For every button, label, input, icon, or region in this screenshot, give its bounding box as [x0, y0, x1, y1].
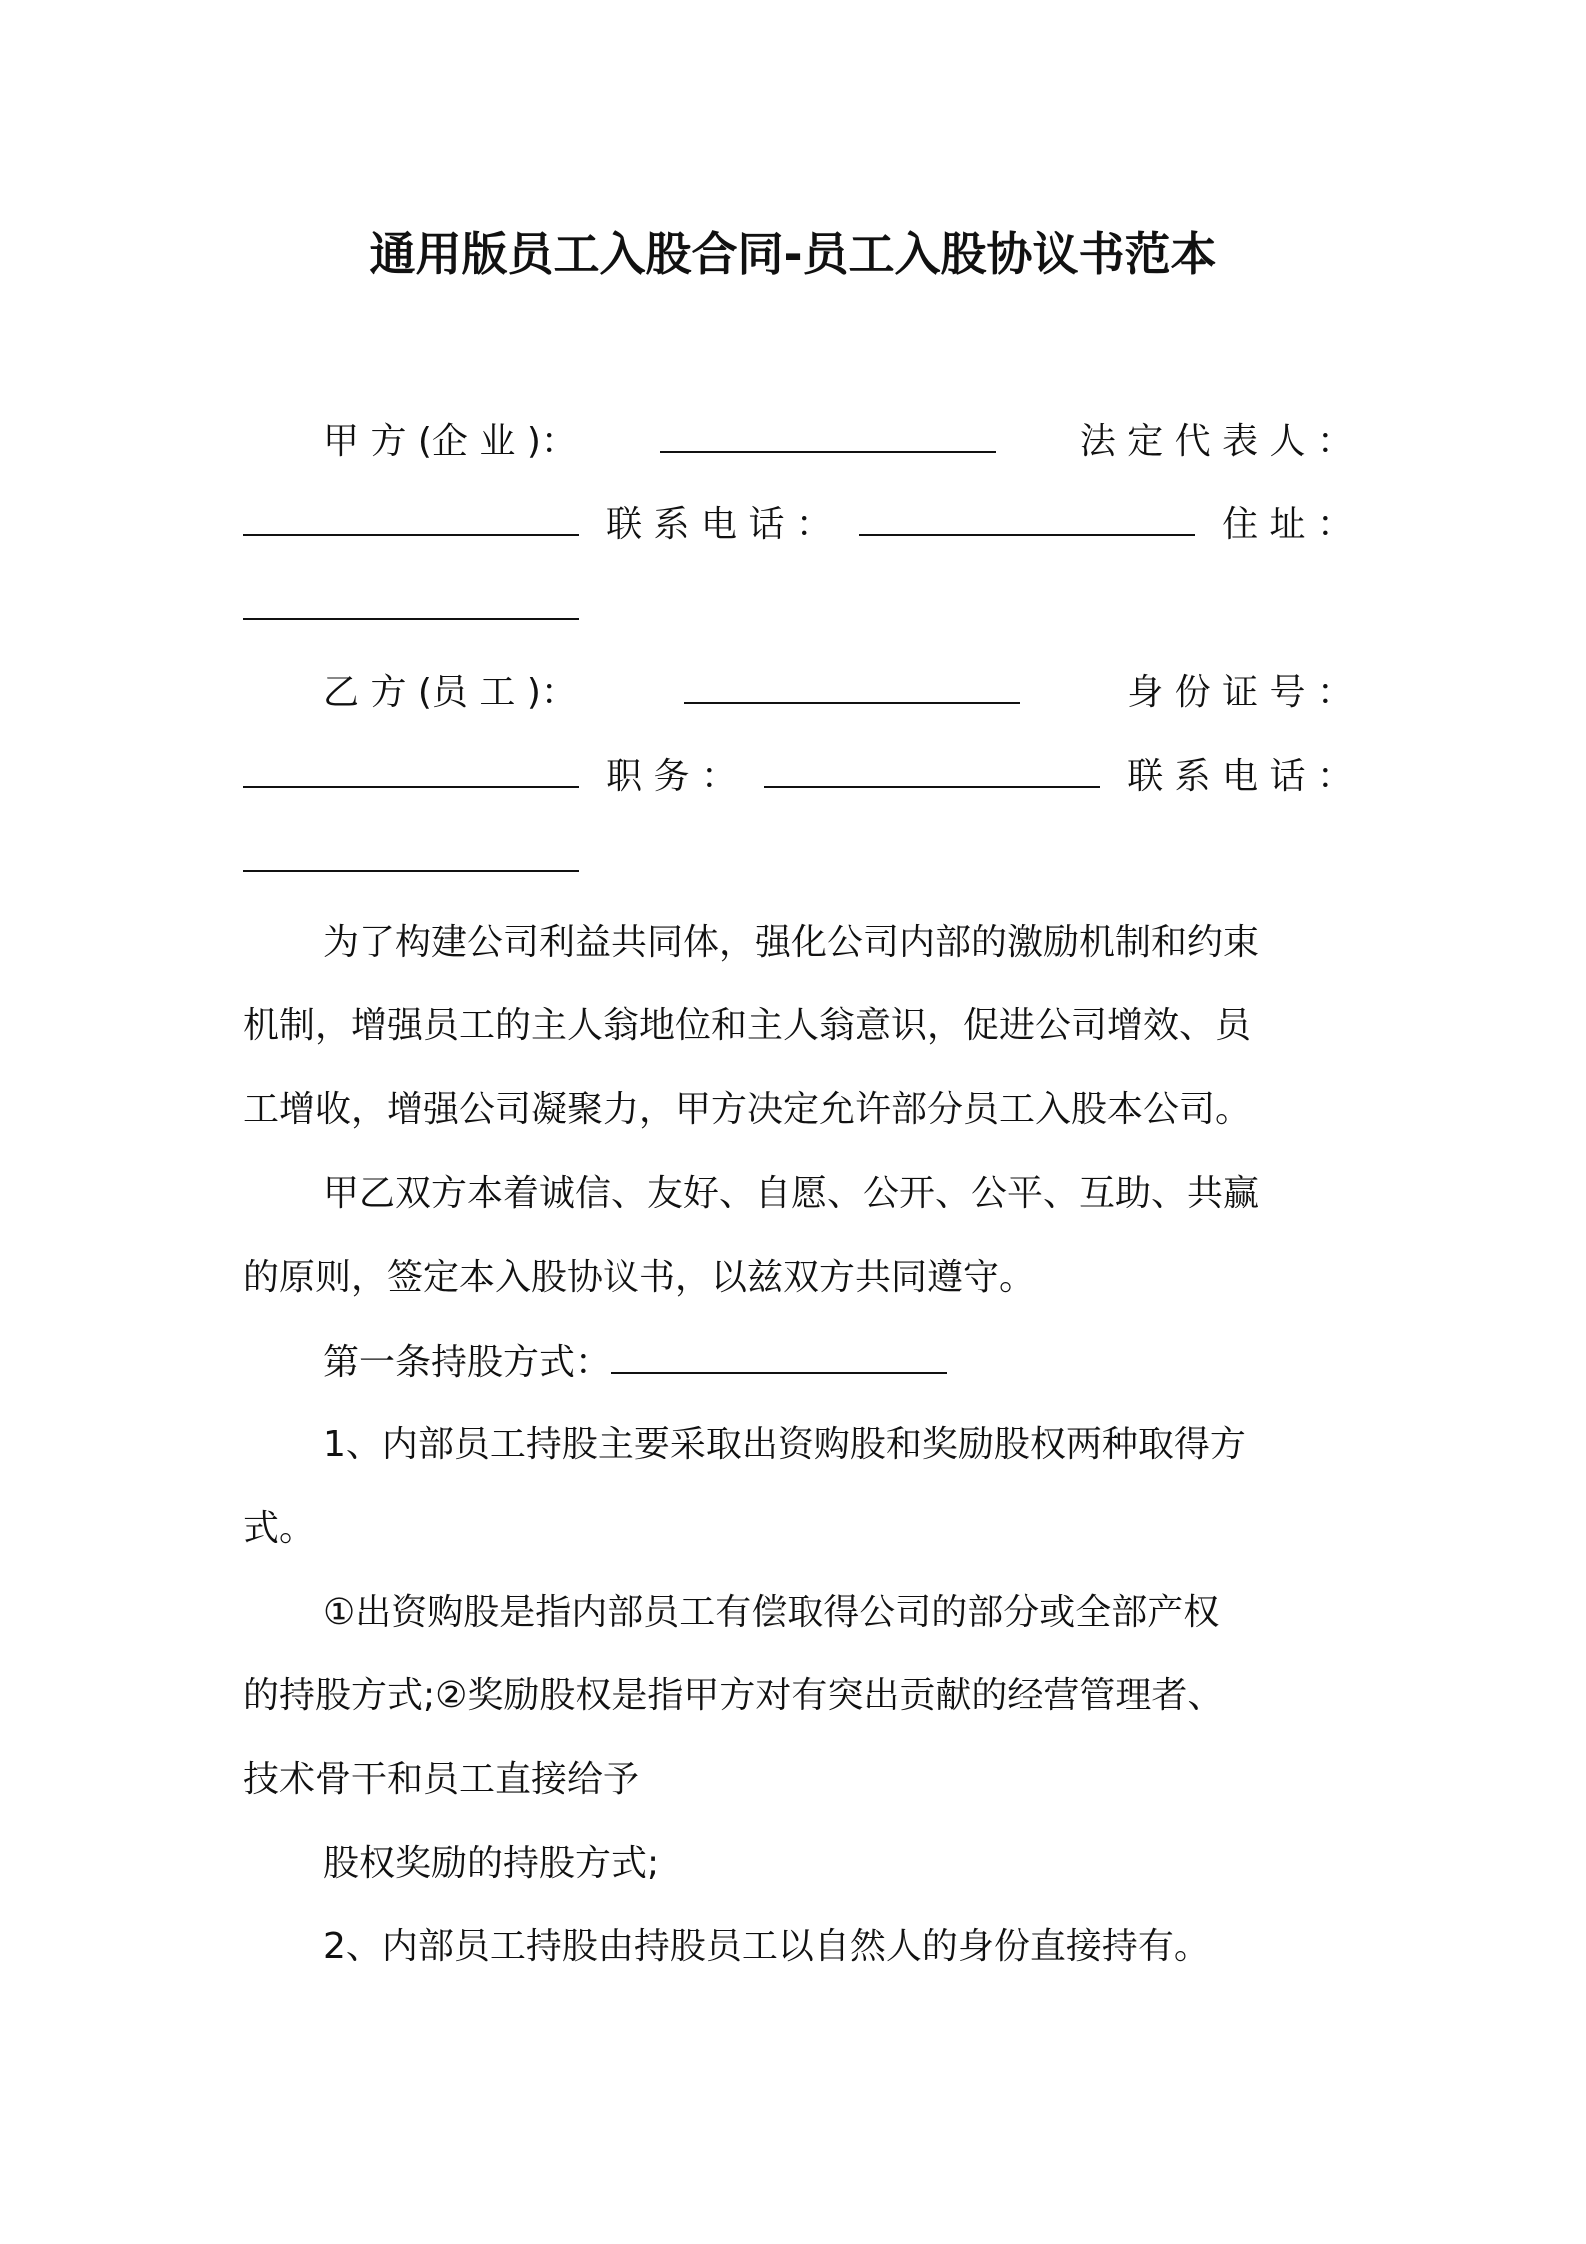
item-1a-line-4: 股权奖励的持股方式; — [323, 1843, 660, 1884]
party-b-phone-blank[interactable] — [243, 834, 579, 872]
article-1-blank[interactable] — [611, 1336, 947, 1374]
item-1-line-1: 1、内部员工持股主要采取出资购股和奖励股权两种取得方 — [323, 1424, 1246, 1465]
item-1a-line-1: ①出资购股是指内部员工有偿取得公司的部分或全部产权 — [323, 1592, 1220, 1633]
party-a-label: 甲 方 (企 业 )： — [323, 421, 577, 462]
paragraph-1-line-1: 为了构建公司利益共同体，强化公司内部的激励机制和约束 — [323, 922, 1260, 963]
paragraph-1-line-2: 机制，增强员工的主人翁地位和主人翁意识，促进公司增效、员 — [243, 1005, 1252, 1046]
party-b-position-blank[interactable] — [764, 750, 1100, 788]
party-b-position-label: 职 务 ： — [606, 756, 737, 797]
item-2-line-1: 2、内部员工持股由持股员工以自然人的身份直接持有。 — [323, 1926, 1210, 1967]
item-1-line-2: 式。 — [243, 1508, 316, 1549]
paragraph-1-line-3: 工增收，增强公司凝聚力，甲方决定允许部分员工入股本公司。 — [243, 1089, 1252, 1130]
party-a-line-2 — [243, 498, 1353, 550]
party-a-address-blank[interactable] — [243, 582, 579, 620]
paragraph-2-line-1: 甲乙双方本着诚信、友好、自愿、公开、公平、互助、共赢 — [323, 1173, 1260, 1214]
paragraph-2-line-2: 的原则，签定本入股协议书，以兹双方共同遵守。 — [243, 1257, 1036, 1298]
party-b-id-label: 身 份 证 号 ： — [1127, 672, 1353, 713]
party-a-name-blank[interactable] — [660, 415, 996, 453]
party-a-rep-blank[interactable] — [243, 498, 579, 536]
party-a-rep-label: 法 定 代 表 人 ： — [1079, 421, 1353, 462]
document-title: 通用版员工入股合同-员工入股协议书范本 — [369, 227, 1217, 281]
party-a-line-3 — [243, 582, 1353, 634]
party-b-id-blank[interactable] — [243, 750, 579, 788]
article-1-line — [243, 1336, 1353, 1388]
party-b-line-1 — [243, 666, 1353, 718]
item-1a-line-3: 技术骨干和员工直接给予 — [243, 1759, 640, 1800]
party-b-label: 乙 方 (员 工 )： — [323, 672, 577, 713]
party-b-line-2 — [243, 750, 1353, 802]
party-b-name-blank[interactable] — [684, 666, 1020, 704]
article-1-label: 第一条持股方式： — [323, 1342, 612, 1383]
party-a-line-1 — [243, 415, 1353, 467]
item-1a-line-2: 的持股方式;②奖励股权是指甲方对有突出贡献的经营管理者、 — [243, 1675, 1224, 1716]
party-a-phone-blank[interactable] — [859, 498, 1195, 536]
party-a-address-label: 住 址 ： — [1222, 504, 1353, 545]
party-b-line-3 — [243, 834, 1353, 886]
party-a-phone-label: 联 系 电 话 ： — [606, 504, 832, 545]
party-b-phone-label: 联 系 电 话 ： — [1127, 756, 1353, 797]
